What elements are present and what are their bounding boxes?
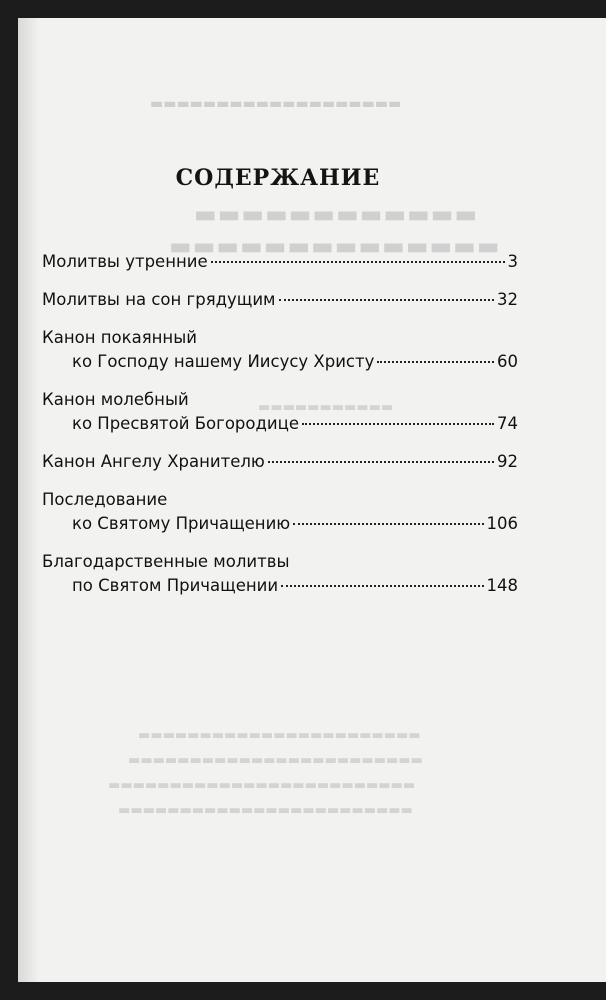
toc-entry-title: Последование xyxy=(42,490,168,509)
toc-entry xyxy=(42,488,518,536)
dot-leader xyxy=(302,423,494,425)
toc-entry-line xyxy=(42,488,518,512)
toc-entry-title: Благодарственные молитвы xyxy=(42,552,290,571)
toc-page-number: 3 xyxy=(507,252,518,271)
toc-entry-title: Молитвы утренние xyxy=(42,252,208,271)
dot-leader xyxy=(281,585,483,587)
toc-entry-subtitle: ко Господу нашему Иисусу Христу xyxy=(72,352,375,371)
table-of-contents xyxy=(42,250,518,612)
show-through-text: ▬▬▬▬▬▬▬▬▬▬▬▬▬▬ xyxy=(168,232,500,260)
toc-entry-line xyxy=(42,412,518,436)
toc-entry-subtitle: ко Святому Причащению xyxy=(72,514,291,533)
toc-entry xyxy=(42,288,518,312)
page-binding-shadow xyxy=(18,18,40,982)
toc-entry-line xyxy=(42,388,518,412)
page-title: СОДЕРЖАНИЕ xyxy=(175,165,381,191)
toc-entry-line xyxy=(42,326,518,350)
toc-entry-title: Канон покаянный xyxy=(42,328,197,347)
toc-entry xyxy=(42,550,518,598)
toc-entry-title: Молитвы на сон грядущим xyxy=(42,290,276,309)
toc-entry-subtitle: ко Пресвятой Богородице xyxy=(72,414,299,433)
dot-leader xyxy=(279,299,494,301)
toc-entry-line xyxy=(42,350,518,374)
show-through-text: ▬▬▬▬▬▬▬▬▬▬▬▬▬▬▬▬▬▬▬▬▬▬▬ xyxy=(138,728,421,743)
toc-entry xyxy=(42,388,518,436)
show-through-text: ▬▬▬▬▬▬▬▬▬▬▬ xyxy=(258,400,394,415)
toc-entry-subtitle: по Святом Причащении xyxy=(72,576,279,595)
toc-entry-title: Канон молебный xyxy=(42,390,189,409)
toc-entry-line xyxy=(42,250,518,274)
toc-entry xyxy=(42,326,518,374)
toc-entry-line xyxy=(42,512,518,536)
dot-leader xyxy=(211,261,505,263)
toc-page-number: 74 xyxy=(497,414,518,433)
book-page xyxy=(18,18,606,982)
show-through-text: ▬▬▬▬▬▬▬▬▬▬▬▬▬▬▬▬▬▬▬▬▬▬▬▬ xyxy=(118,803,413,818)
dot-leader xyxy=(268,461,494,463)
show-through-text: ▬▬▬▬▬▬▬▬▬▬▬▬▬▬▬▬▬▬▬▬▬▬▬▬▬ xyxy=(108,778,416,793)
show-through-text: ▬▬▬▬▬▬▬▬▬▬▬▬▬▬▬▬▬▬▬ xyxy=(150,96,402,112)
toc-page-number: 106 xyxy=(486,514,518,533)
toc-page-number: 60 xyxy=(497,352,518,371)
show-through-text: ▬▬▬▬▬▬▬▬▬▬▬▬ xyxy=(193,200,478,228)
toc-entry-line xyxy=(42,288,518,312)
toc-page-number: 32 xyxy=(497,290,518,309)
dot-leader xyxy=(293,523,483,525)
dot-leader xyxy=(377,361,494,363)
toc-entry-title: Канон Ангелу Хранителю xyxy=(42,452,265,471)
toc-entry-line xyxy=(42,574,518,598)
toc-page-number: 148 xyxy=(486,576,518,595)
toc-entry-line xyxy=(42,450,518,474)
toc-entry xyxy=(42,250,518,274)
toc-entry xyxy=(42,450,518,474)
toc-entry-line xyxy=(42,550,518,574)
show-through-text: ▬▬▬▬▬▬▬▬▬▬▬▬▬▬▬▬▬▬▬▬▬▬▬▬ xyxy=(128,753,423,768)
toc-page-number: 92 xyxy=(497,452,518,471)
